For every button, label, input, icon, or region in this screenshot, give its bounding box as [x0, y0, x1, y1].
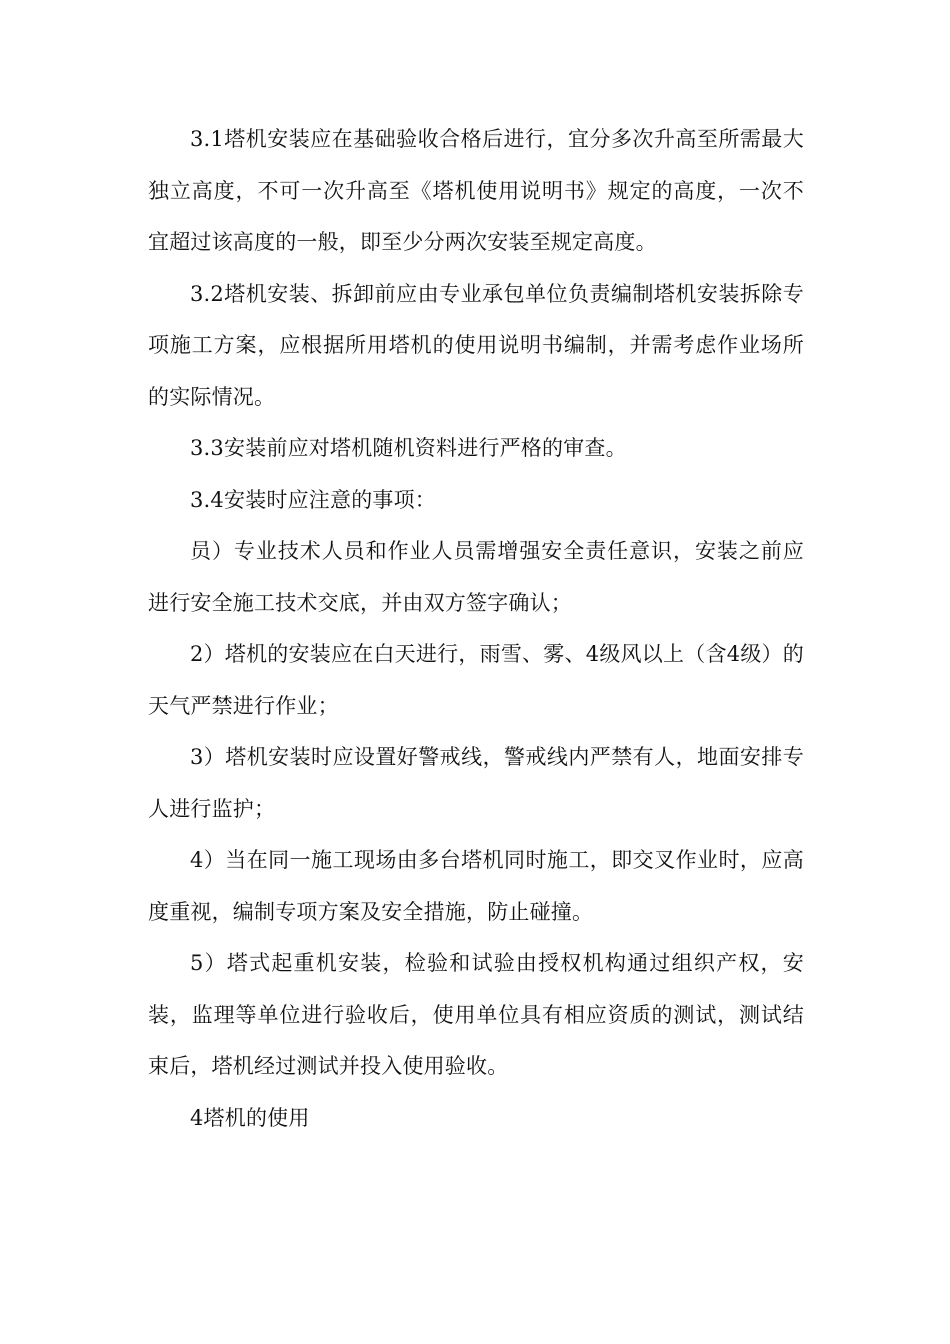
list-item-4: 4）当在同一施工现场由多台塔机同时施工，即交叉作业时，应高度重视，编制专项方案及安全措施，防止碰撞。: [148, 848, 804, 924]
list-item-2: 2）塔机的安装应在白天进行，雨雪、雾、4级风以上（含4级）的天气严禁进行作业；: [148, 642, 804, 718]
document-page: [148, 114, 804, 1144]
section-heading-4: 4塔机的使用: [190, 1105, 310, 1130]
list-item-3: 3）塔机安装时应设置好警戒线，警戒线内严禁有人，地面安排专人进行监护；: [148, 745, 804, 821]
paragraph-3-1: 3.1塔机安装应在基础验收合格后进行，宜分多次升高至所需最大独立高度，不可一次升高至《塔机使用说明书》规定的高度，一次不宜超过该高度的一般，即至少分两次安装至规定高度。: [148, 127, 804, 254]
paragraph-3-3: 3.3安装前应对塔机随机资料进行严格的审查。: [190, 436, 627, 460]
paragraph-3-2: 3.2塔机安装、拆卸前应由专业承包单位负责编制塔机安装拆除专项施工方案，应根据所用塔机的使用说明书编制，并需考虑作业场所的实际情况。: [148, 281, 804, 409]
list-item-5: 5）塔式起重机安装，检验和试验由授权机构通过组织产权，安装，监理等单位进行验收后，使用单位具有相应资质的测试，测试结束后，塔机经过测试并投入使用验收。: [148, 951, 804, 1078]
list-item-1: 员）专业技术人员和作业人员需增强安全责任意识，安装之前应进行安全施工技术交底，并由双方签字确认；: [148, 539, 804, 615]
paragraph-3-4: 3.4安装时应注意的事项：: [190, 487, 436, 512]
